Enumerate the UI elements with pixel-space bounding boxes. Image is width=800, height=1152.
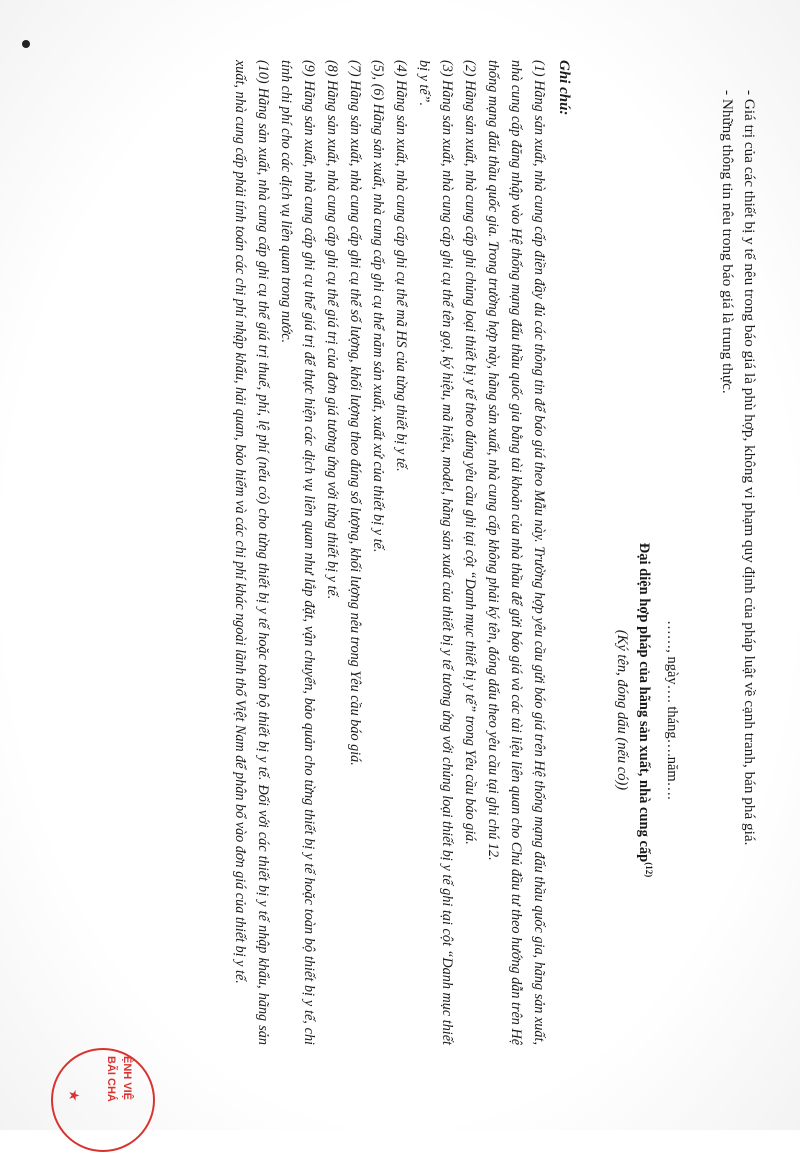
- signature-title-text: Đại diện hợp pháp của hãng sản xuất, nhà cung cấp: [636, 542, 653, 863]
- note-item: (8) Hãng sản xuất, nhà cung cấp ghi cụ thể giá trị của đơn giá tương ứng với từng thiết bị y tế.: [324, 60, 340, 600]
- stamp-star-icon: ★: [67, 1090, 81, 1101]
- note-item: (10) Hãng sản xuất, nhà cung cấp ghi cụ thể giá trị thuế, phí, lệ phí (nếu có) cho từng thiết bị y tế hoặc toàn bộ thiết bị y tế. Đối với các thiết bị y tế nhập khẩu, hãng sản xuất, nhà cung cấp phải tính toán các chi phí nhập khẩu, hải quan, bảo hiểm và các chi phí khác ngoài lãnh thổ Việt Nam để phân bổ vào đơn giá của thiết bị y tế.: [232, 60, 271, 1045]
- stamp-text-line1: ỆNH VIỆ: [121, 1056, 133, 1101]
- stamp-text-line2: BÃI CHÁ: [105, 1056, 117, 1102]
- notes-heading: Ghi chú:: [556, 60, 572, 116]
- signature-note: (Ký tên, đóng dấu (nếu có)): [614, 629, 630, 791]
- bullet-truthful-info: - Những thông tin nêu trong báo giá là trung thực.: [719, 90, 736, 394]
- signature-title: [635, 540, 654, 880]
- note-item: (4) Hãng sản xuất, nhà cung cấp ghi cụ thể mã HS của từng thiết bị y tế.: [393, 60, 409, 472]
- bullet-price-compliance: - Giá trị của các thiết bị y tế nêu trong báo giá là phù hợp, không vi phạm quy định của pháp luật về cạnh tranh, bán phá giá.: [741, 90, 758, 846]
- scan-speck: [22, 40, 30, 48]
- note-item: (2) Hãng sản xuất, nhà cung cấp ghi chủng loại thiết bị y tế theo đúng yêu cầu ghi tại cột “Danh mục thiết bị y tế” trong Yêu cầu báo giá.: [462, 60, 478, 845]
- note-item: (3) Hãng sản xuất, nhà cung cấp ghi cụ thể tên gọi, ký hiệu, mã hiệu, model, hãng sản xuất của thiết bị y tế tương ứng với chủng loại thiết bị y tế ghi tại cột “Danh mục thiết bị y tế”.: [416, 60, 455, 1045]
- signature-date-line: ……, ngày…. tháng….năm….: [664, 620, 680, 800]
- note-item: (1) Hãng sản xuất, nhà cung cấp điền đầy đủ các thông tin để báo giá theo Mẫu này. Trường hợp yêu cầu gửi báo giá trên Hệ thống mạng đấu thầu quốc gia, hãng sản xuất, nhà cung cấp đăng nhập vào Hệ thống mạng đấu thầu quốc gia bằng tài khoản của nhà thầu để gửi báo giá và các tài liệu liên quan cho Chủ đầu tư theo hướng dẫn trên Hệ thống mạng đấu thầu quốc gia. Trong trường hợp này, hãng sản xuất, nhà cung cấp không phải ký tên, đóng dấu theo yêu cầu tại ghi chú 12.: [485, 60, 547, 1045]
- note-item: (5), (6) Hãng sản xuất, nhà cung cấp ghi cụ thể năm sản xuất, xuất xứ của thiết bị y tế.: [370, 60, 386, 553]
- red-seal-stamp: [51, 1048, 155, 1152]
- note-item: (9) Hãng sản xuất, nhà cung cấp ghi cụ thể giá trị để thực hiện các dịch vụ liên quan như lắp đặt, vận chuyển, bảo quản cho từng thiết bị y tế hoặc toàn bộ thiết bị y tế, chi tính chi phí cho các dịch vụ liên quan trong nước.: [278, 60, 317, 1045]
- note-item: (7) Hãng sản xuất, nhà cung cấp ghi cụ thể số lượng, khối lượng theo đúng số lượng, khối lượng nêu trong Yêu cầu báo giá.: [347, 60, 363, 766]
- signature-title-ref: (12): [644, 862, 654, 878]
- notes-list: [228, 60, 550, 1045]
